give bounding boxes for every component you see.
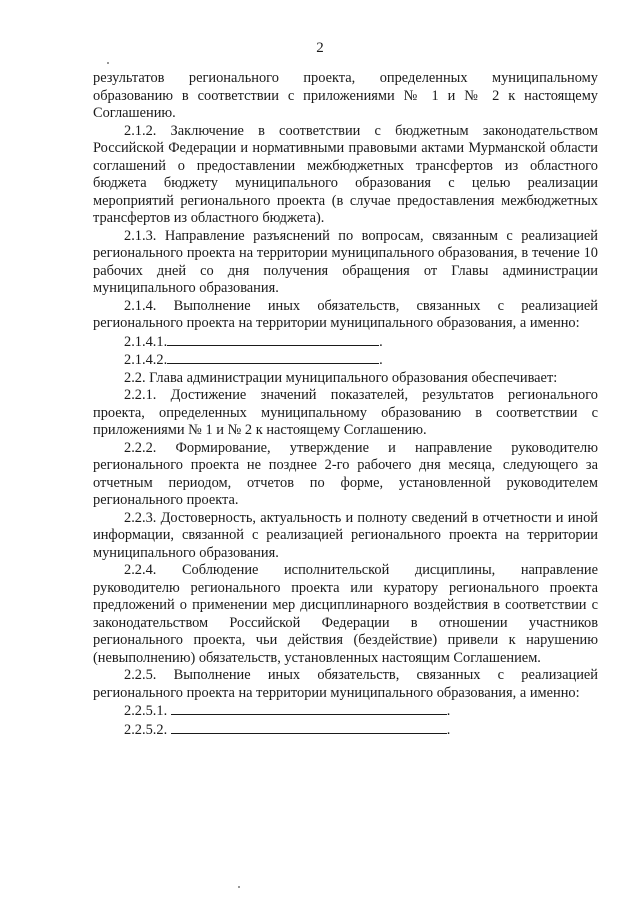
blank-label: 2.2.5.1. [124, 703, 168, 719]
blank-item-2-1-4-2 [93, 351, 598, 370]
paragraph-2-2: 2.2. Глава администрации муниципального образования обеспечивает: [124, 369, 558, 386]
paragraph-2-1-2: 2.1.2. Заключение в соответствии с бюджетным законодательством Российской Федерации и нормативными правовыми актами Мурманской области соглашений о предоставлении межбюджетных трансфертов из областного бюджета бюджету муниципального образования с целью реализации мероприятий регионального проекта (в случае предоставления межбюджетных трансфертов из областного бюджета). [93, 122, 598, 226]
page-number: 2 [316, 40, 324, 56]
paragraph-2-2-5: 2.2.5. Выполнение иных обязательств, связанных с реализацией регионального проекта на территории муниципального образования, а именно: [93, 667, 598, 701]
paragraph-2-1-3: 2.1.3. Направление разъяснений по вопросам, связанным с реализацией регионального проекта на территории муниципального образования, в течение 10 рабочих дней со дня получения обращения от Главы администрации муниципального образования. [93, 227, 598, 296]
paragraph-continuation: результатов регионального проекта, определенных муниципальному образованию в соответствии с приложениями № 1 и № 2 к настоящему Соглашению. [93, 70, 598, 121]
paragraph-2-2-4: 2.2.4. Соблюдение исполнительской дисциплины, направление руководителю регионального проекта или куратору регионального проекта предложений о применении мер дисциплинарного воздействия в соответствии с законодательством Российской Федерации в отношении участников регионального проекта, чьи действия (бездействие) привели к нарушению (невыполнению) обязательств, установленных настоящим Соглашением. [93, 562, 598, 666]
fill-in-line [167, 333, 379, 346]
blank-label: 2.1.4.2. [124, 352, 168, 368]
paragraph-2-2-3: 2.2.3. Достоверность, актуальность и полноту сведений в отчетности и иной информации, связанной с реализацией регионального проекта на территории муниципального образования. [93, 509, 598, 561]
scan-speck [107, 62, 109, 64]
blank-end: . [379, 352, 383, 368]
blank-label: 2.2.5.2. [124, 721, 168, 738]
blank-item-2-2-5-2 [93, 721, 598, 740]
blank-end: . [446, 721, 451, 738]
paragraph-2-2-1: 2.2.1. Достижение значений показателей, результатов регионального проекта, определенных муниципальному образованию в соответствии с приложениями № 1 и № 2 к настоящему Соглашению. [93, 387, 598, 438]
blank-end: . [379, 333, 383, 350]
blank-item-2-2-5-1 [93, 702, 598, 721]
paragraph-2-2-2: 2.2.2. Формирование, утверждение и направление руководителю регионального проекта не позднее 2-го рабочего дня месяца, следующего за отчетным периодом, отчетов по форме, установленной руководителем регионального проекта. [93, 439, 598, 508]
blank-item-2-1-4-1 [93, 333, 598, 352]
fill-in-line [167, 351, 379, 364]
fill-in-line [171, 721, 447, 734]
blank-label: 2.1.4.1. [124, 333, 168, 350]
fill-in-line [171, 702, 447, 715]
scan-speck [238, 886, 240, 888]
document-body [93, 70, 598, 739]
paragraph-2-1-4: 2.1.4. Выполнение иных обязательств, связанных с реализацией регионального проекта на территории муниципального образования, а именно: [93, 297, 598, 331]
blank-end: . [446, 703, 451, 719]
